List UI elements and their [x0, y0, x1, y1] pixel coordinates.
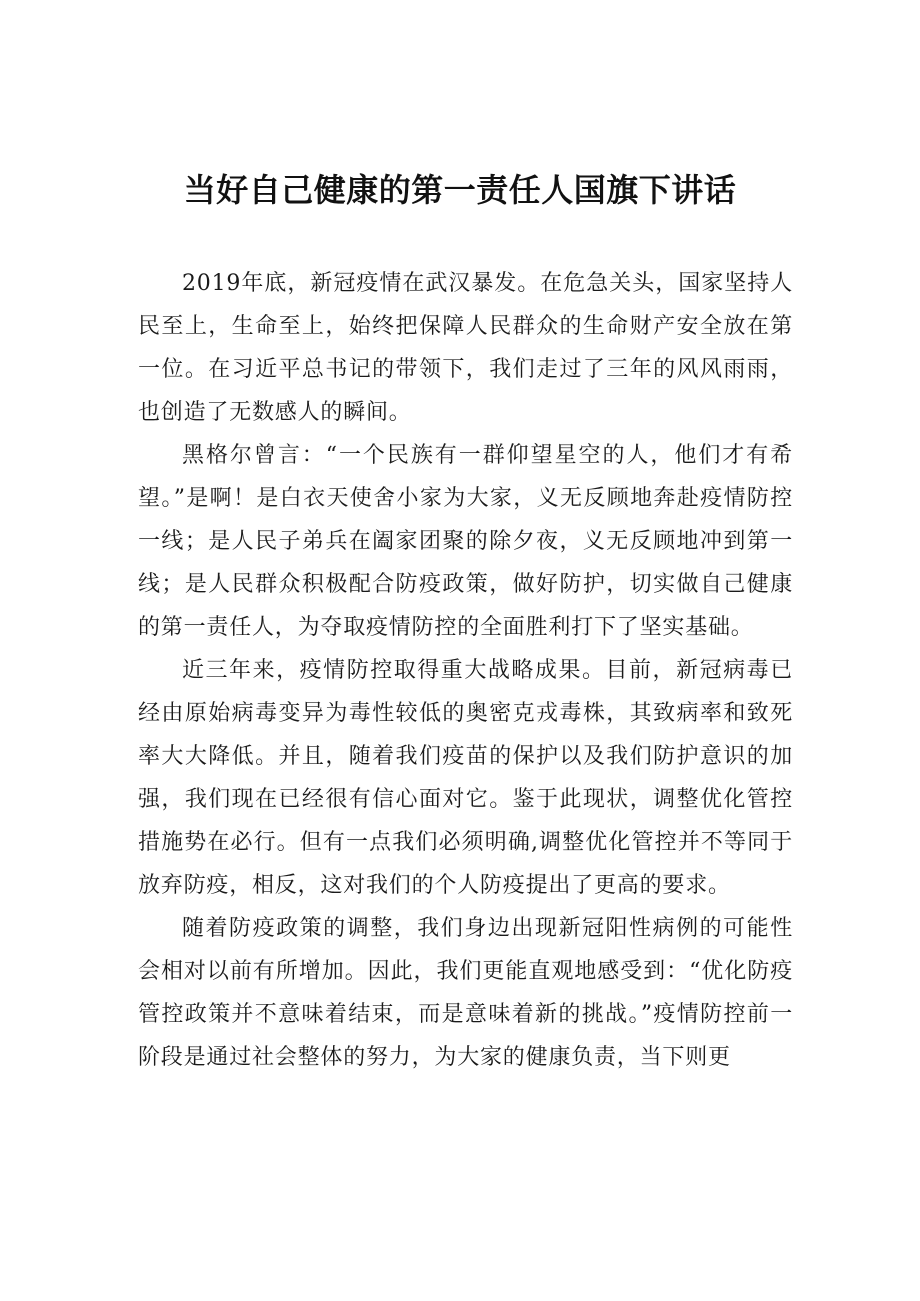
paragraph-1: 2019年底，新冠疫情在武汉暴发。在危急关头，国家坚持人民至上，生命至上，始终把保障人民群众的生命财产安全放在第一位。在习近平总书记的带领下，我们走过了三年的风风雨雨，也创造了无数感人的瞬间。: [138, 271, 793, 425]
document-title: 当好自己健康的第一责任人国旗下讲话: [183, 171, 737, 209]
paragraph-2: 黑格尔曾言：“一个民族有一群仰望星空的人，他们才有希望。”是啊！是白衣天使舍小家为大家，义无反顾地奔赴疫情防控一线；是人民子弟兵在阖家团聚的除夕夜，义无反顾地冲到第一线；是人民群众积极配合防疫政策，做好防护，切实做自己健康的第一责任人，为夺取疫情防控的全面胜利打下了坚实基础。: [138, 443, 793, 640]
paragraph-3: 近三年来，疫情防控取得重大战略成果。目前，新冠病毒已经由原始病毒变异为毒性较低的奥密克戎毒株，其致病率和致死率大大降低。并且，随着我们疫苗的保护以及我们防护意识的加强，我们现在已经很有信心面对它。鉴于此现状，调整优化管控措施势在必行。但有一点我们必须明确,调整优化管控并不等同于放弃防疫，相反，这对我们的个人防疫提出了更高的要求。: [138, 658, 793, 898]
document-body: [138, 262, 793, 1079]
paragraph-4: 随着防疫政策的调整，我们身边出现新冠阳性病例的可能性会相对以前有所增加。因此，我们更能直观地感受到：“优化防疫管控政策并不意味着结束，而是意味着新的挑战。”疫情防控前一阶段是通过社会整体的努力，为大家的健康负责，当下则更: [138, 916, 793, 1070]
